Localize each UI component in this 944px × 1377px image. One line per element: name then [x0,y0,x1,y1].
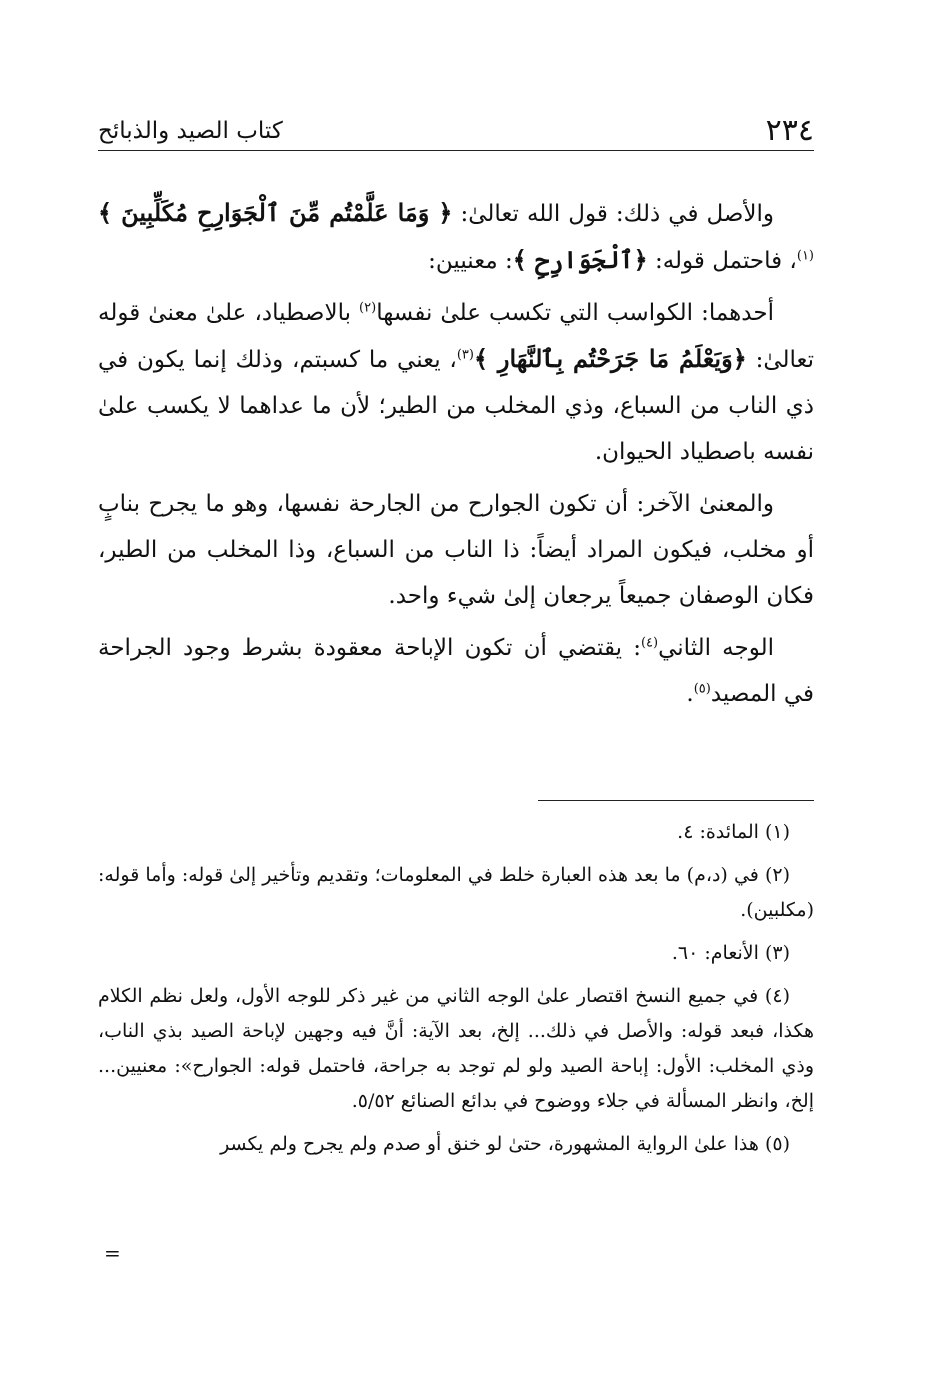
text: : معنيين: [428,248,513,274]
footnote-ref-3: (٣) [456,347,474,363]
footnote-4: (٤) في جميع النسخ اقتصار علىٰ الوجه الثاني من غير ذكر للوجه الأول، ولعل نظم الكلام هكذا، فبعد قوله: والأصل في ذلك... إلخ، بعد الآية: أنَّ فيه وجهين لإباحة الصيد بذي الناب، وذي المخلب: الأول: إباحة الصيد ولو لم توجد به جراحة، فاحتمل قوله: الجوارح»: معنيين... إلخ، وانظر المسألة في جلاء ووضوح في بدائع الصنائع ٥/٥٢. [98,985,814,1112]
quran-verse: ﴿ وَمَا عَلَّمْتُم مِّنَ ٱلْجَوَارِحِ مُكَلِّبِينَ ﴾ [98,198,453,227]
footnote-1: (١) المائدة: ٤. [677,821,790,843]
text: . [686,681,694,707]
text: ، فاحتمل قوله: [647,248,797,274]
text: أحدهما: الكواسب التي تكسب علىٰ نفسها [376,300,774,326]
page-header [98,108,814,148]
footnotes [98,815,814,1170]
footnote-2: (٢) في (د،م) ما بعد هذه العبارة خلط في المعلومات؛ وتقديم وتأخير إلىٰ قوله: وأما قوله: (مكلبين). [98,864,814,921]
footnote-ref-2: (٢) [359,300,377,316]
footnote-3: (٣) الأنعام: ٦٠. [671,942,790,964]
quran-verse: ﴿وَيَعْلَمُ مَا جَرَحْتُم بِٱلنَّهَارِ ﴾ [473,344,747,373]
page-number: ٢٣٤ [765,113,814,148]
header-rule [98,150,814,151]
paragraph-3: والمعنىٰ الآخر: أن تكون الجوارح من الجارحة نفسها، وهو ما يجرح بنابٍ أو مخلب، فيكون المراد أيضاً: ذا الناب من السباع، وذا المخلب من الطير، فكان الوصفان جميعاً يرجعان إلىٰ شيء واحد. [98,491,814,609]
text: بالاصطياد، علىٰ معنىٰ قوله تعالىٰ: [98,300,815,373]
footnote-ref-5: (٥) [693,681,711,697]
paragraph-1 [98,190,814,284]
running-title: كتاب الصيد والذبائح [98,118,283,144]
footnote-separator [538,800,814,801]
text: ، يعني ما كسبتم، وذلك إنما يكون في ذي الناب من السباع، وذي المخلب من الطير؛ لأن ما عداهما لا يكسب علىٰ نفسه باصطياد الحيوان. [98,347,814,465]
paragraph-2 [98,290,814,475]
footnote-ref-4: (٤) [640,635,659,651]
footnote-ref-1: (١) [796,248,814,264]
footnote-5: (٥) هذا علىٰ الرواية المشهورة، حتىٰ لو خنق أو صدم ولم يجرح ولم يكسر [220,1133,790,1155]
paragraph-4 [98,625,814,717]
main-text [98,190,814,723]
continuation-mark: = [104,1241,121,1265]
text: الوجه الثاني [658,635,774,661]
text: : يقتضي أن تكون الإباحة معقودة بشرط وجود الجراحة في المصيد [98,635,814,707]
text: والأصل في ذلك: قول الله تعالىٰ: [452,201,775,227]
quran-verse: ﴿ٱلْجَوَارِحِ ﴾ [512,245,648,274]
